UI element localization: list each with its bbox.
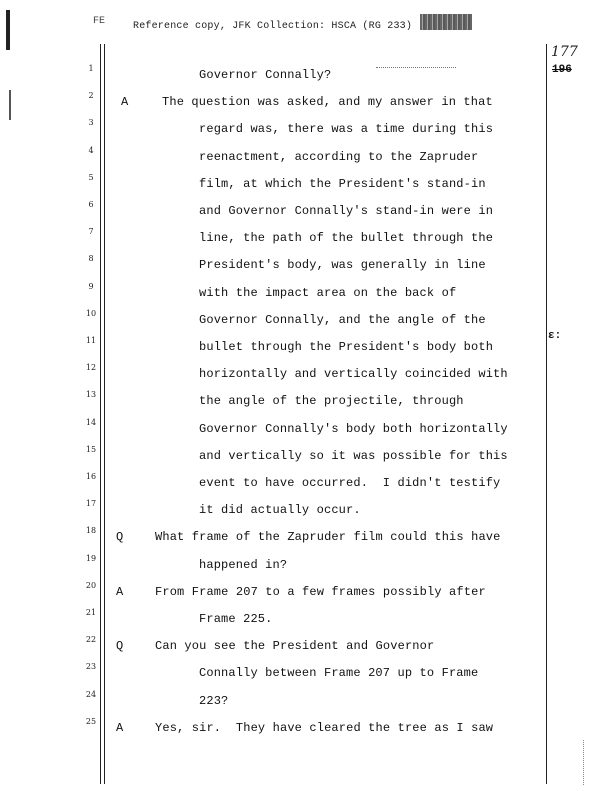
transcript-line: Governor Connally, and the angle of the <box>199 313 486 327</box>
transcript-line: with the impact area on the back of <box>199 286 457 300</box>
speaker-label: Q <box>116 639 124 653</box>
line-number: 8 <box>88 254 94 263</box>
line-number: 5 <box>88 173 94 182</box>
collection-header: Reference copy, JFK Collection: HSCA (RG 233) <box>133 21 413 32</box>
transcript-line: President's body, was generally in line <box>199 258 486 272</box>
speaker-label: Q <box>116 530 124 544</box>
transcript-line: bullet through the President's body both <box>199 340 494 354</box>
line-number: 10 <box>85 309 97 318</box>
transcript-line: Can you see the President and Governor <box>155 639 435 653</box>
line-number: 9 <box>88 282 94 291</box>
transcript-line: it did actually occur. <box>199 503 361 517</box>
right-margin-rule <box>546 44 547 784</box>
left-margin-rule <box>100 44 101 784</box>
transcript-line: event to have occurred. I didn't testify <box>199 476 501 490</box>
redaction-smudge <box>420 14 472 30</box>
left-margin-rule-inner <box>104 44 105 784</box>
transcript-line: What frame of the Zapruder film could this have <box>155 530 501 544</box>
line-number: 23 <box>85 662 97 671</box>
line-number: 15 <box>85 445 97 454</box>
speaker-label: A <box>121 95 129 109</box>
margin-mark: ε: <box>548 330 562 342</box>
line-number: 16 <box>85 472 97 481</box>
line-number: 3 <box>88 118 94 127</box>
line-number: 19 <box>85 554 97 563</box>
transcript-line: Frame 225. <box>199 612 273 626</box>
transcript-line: film, at which the President's stand-in <box>199 177 486 191</box>
line-number: 24 <box>85 690 97 699</box>
transcript-line: The question was asked, and my answer in that <box>162 95 493 109</box>
line-number: 1 <box>88 64 94 73</box>
transcript-line: regard was, there was a time during this <box>199 122 494 136</box>
line-number: 25 <box>85 717 97 726</box>
transcript-line: reenactment, according to the Zapruder <box>199 150 479 164</box>
line-number: 21 <box>85 608 97 617</box>
margin-dots <box>583 740 585 785</box>
transcript-line: Connally between Frame 207 up to Frame <box>199 666 479 680</box>
line-number: 22 <box>85 635 97 644</box>
line-number: 18 <box>85 526 97 535</box>
transcript-line: the angle of the projectile, through <box>199 394 464 408</box>
scan-edge-tick <box>9 90 11 120</box>
dotted-rule <box>376 67 456 68</box>
transcript-line: and Governor Connally's stand-in were in <box>199 204 494 218</box>
speaker-label: A <box>116 721 124 735</box>
line-number: 20 <box>85 581 97 590</box>
transcript-line: horizontally and vertically coincided with <box>199 367 508 381</box>
transcript-line: Yes, sir. They have cleared the tree as I saw <box>155 721 494 735</box>
scan-edge-mark <box>6 10 10 50</box>
transcript-line: Governor Connally's body both horizontally <box>199 422 508 436</box>
transcript-line: happened in? <box>199 558 288 572</box>
line-number: 7 <box>88 227 94 236</box>
speaker-label: A <box>116 585 124 599</box>
line-number: 6 <box>88 200 94 209</box>
line-number: 11 <box>85 336 97 345</box>
transcript-line: line, the path of the bullet through the <box>199 231 494 245</box>
line-number: 2 <box>88 91 94 100</box>
header-mark: FE <box>93 16 106 27</box>
transcript-line: Governor Connally? <box>199 68 332 82</box>
line-number: 14 <box>85 418 97 427</box>
transcript-line: and vertically so it was possible for this <box>199 449 508 463</box>
line-number: 4 <box>88 146 94 155</box>
transcript-line: From Frame 207 to a few frames possibly after <box>155 585 486 599</box>
line-number: 17 <box>85 499 97 508</box>
line-number: 12 <box>85 363 97 372</box>
transcript-line: 223? <box>199 694 229 708</box>
page-number: 177 <box>551 44 578 60</box>
line-number: 13 <box>85 390 97 399</box>
struck-page-number: 196 <box>552 64 572 76</box>
